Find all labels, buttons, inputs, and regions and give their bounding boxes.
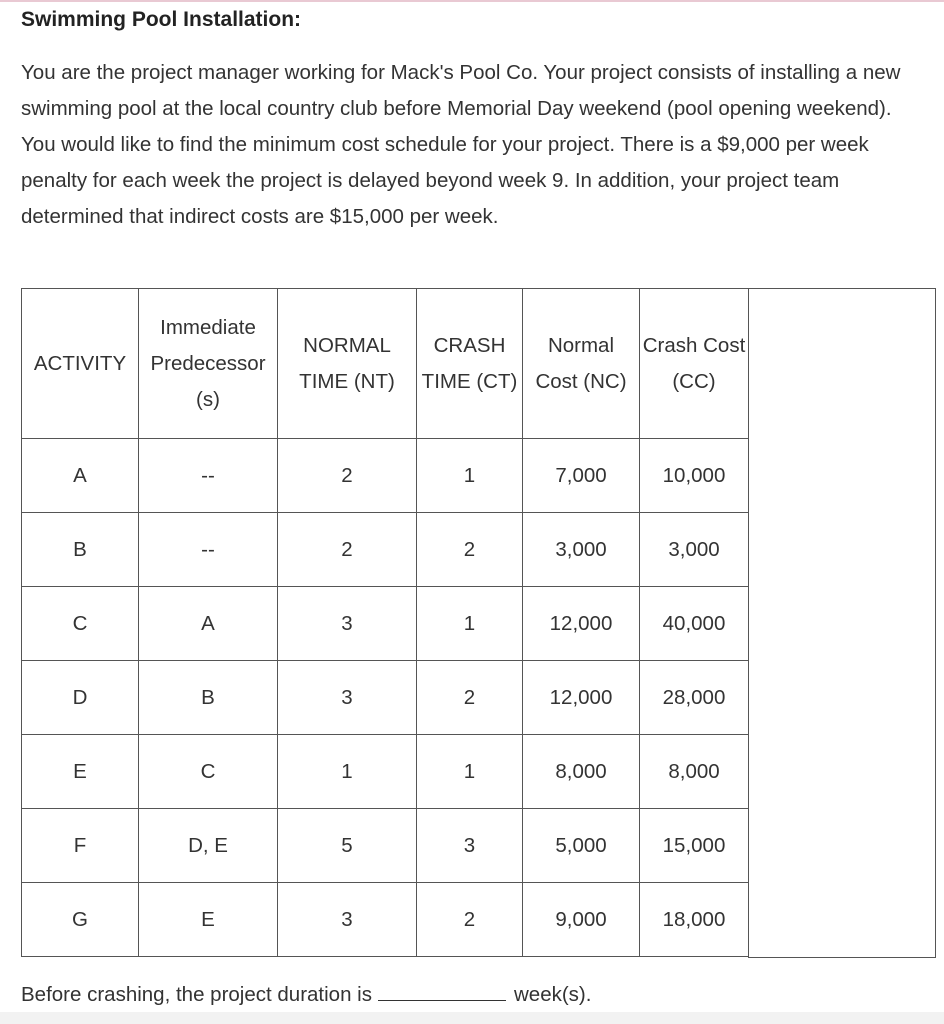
problem-description: You are the project manager working for Mack's Pool Co. Your project consists of installing a new swimming pool at the local country club before Memorial Day weekend (pool opening weekend). You would like to find the minimum cost schedule for your project. There is a $9,000 per week penalty for each week the project is delayed beyond week 9. In addition, your project team determined that indirect costs are $15,000 per week. [21,61,901,228]
cell-normal-time: 3 [278,883,417,957]
cell-crash-cost: 10,000 [640,439,749,513]
cell-activity: D [22,661,139,735]
header-crash-time [417,289,523,439]
table-row [22,661,749,735]
cell-crash-time: 1 [417,587,523,661]
cell-predecessor: -- [139,513,278,587]
cell-predecessor: C [139,735,278,809]
table-row [22,513,749,587]
cell-predecessor: E [139,883,278,957]
cell-crash-cost: 8,000 [640,735,749,809]
table-empty-column [748,288,936,958]
cell-activity: A [22,439,139,513]
cell-activity: F [22,809,139,883]
cell-normal-cost: 12,000 [523,587,640,661]
header-normal-time-text: NORMAL TIME (NT) [299,333,395,393]
cell-predecessor: D, E [139,809,278,883]
header-normal-cost [523,289,640,439]
cell-crash-time: 1 [417,439,523,513]
cell-normal-cost: 8,000 [523,735,640,809]
page-title: Swimming Pool Installation: [21,8,302,31]
cell-crash-time: 3 [417,809,523,883]
cell-normal-time: 1 [278,735,417,809]
cell-activity: C [22,587,139,661]
cell-crash-time: 2 [417,883,523,957]
header-activity: ACTIVITY [22,289,139,439]
cell-normal-time: 5 [278,809,417,883]
header-crash-time-text: CRASH TIME (CT) [421,333,518,393]
cell-normal-cost: 12,000 [523,661,640,735]
cell-crash-time: 1 [417,735,523,809]
cell-crash-cost: 18,000 [640,883,749,957]
cell-normal-time: 2 [278,513,417,587]
cell-normal-cost: 7,000 [523,439,640,513]
cell-activity: B [22,513,139,587]
table-row [22,587,749,661]
bottom-bar [0,1012,944,1024]
cell-normal-time: 2 [278,439,417,513]
cell-crash-time: 2 [417,661,523,735]
header-normal-time [278,289,417,439]
table-header-row [22,289,749,439]
question-line [21,976,591,1007]
question-prefix: Before crashing, the project duration is [21,983,372,1006]
top-divider [0,0,944,2]
cell-activity: E [22,735,139,809]
header-predecessor [139,289,278,439]
cell-normal-time: 3 [278,661,417,735]
cell-predecessor: -- [139,439,278,513]
header-crash-cost-text: Crash Cost (CC) [642,333,746,393]
cell-normal-time: 3 [278,587,417,661]
table-row [22,809,749,883]
answer-blank[interactable] [378,976,506,1001]
cell-crash-cost: 28,000 [640,661,749,735]
activity-table [21,288,749,957]
question-suffix: week(s). [513,983,592,1006]
header-predecessor-text: Immediate Predecessor (s) [150,315,266,411]
cell-normal-cost: 9,000 [523,883,640,957]
cell-crash-cost: 15,000 [640,809,749,883]
header-crash-cost [640,289,749,439]
cell-activity: G [22,883,139,957]
table-row [22,439,749,513]
table-row [22,735,749,809]
cell-predecessor: B [139,661,278,735]
cell-predecessor: A [139,587,278,661]
cell-normal-cost: 3,000 [523,513,640,587]
cell-crash-time: 2 [417,513,523,587]
cell-crash-cost: 3,000 [640,513,749,587]
cell-crash-cost: 40,000 [640,587,749,661]
cell-normal-cost: 5,000 [523,809,640,883]
table-row [22,883,749,957]
header-normal-cost-text: Normal Cost (NC) [535,333,627,393]
